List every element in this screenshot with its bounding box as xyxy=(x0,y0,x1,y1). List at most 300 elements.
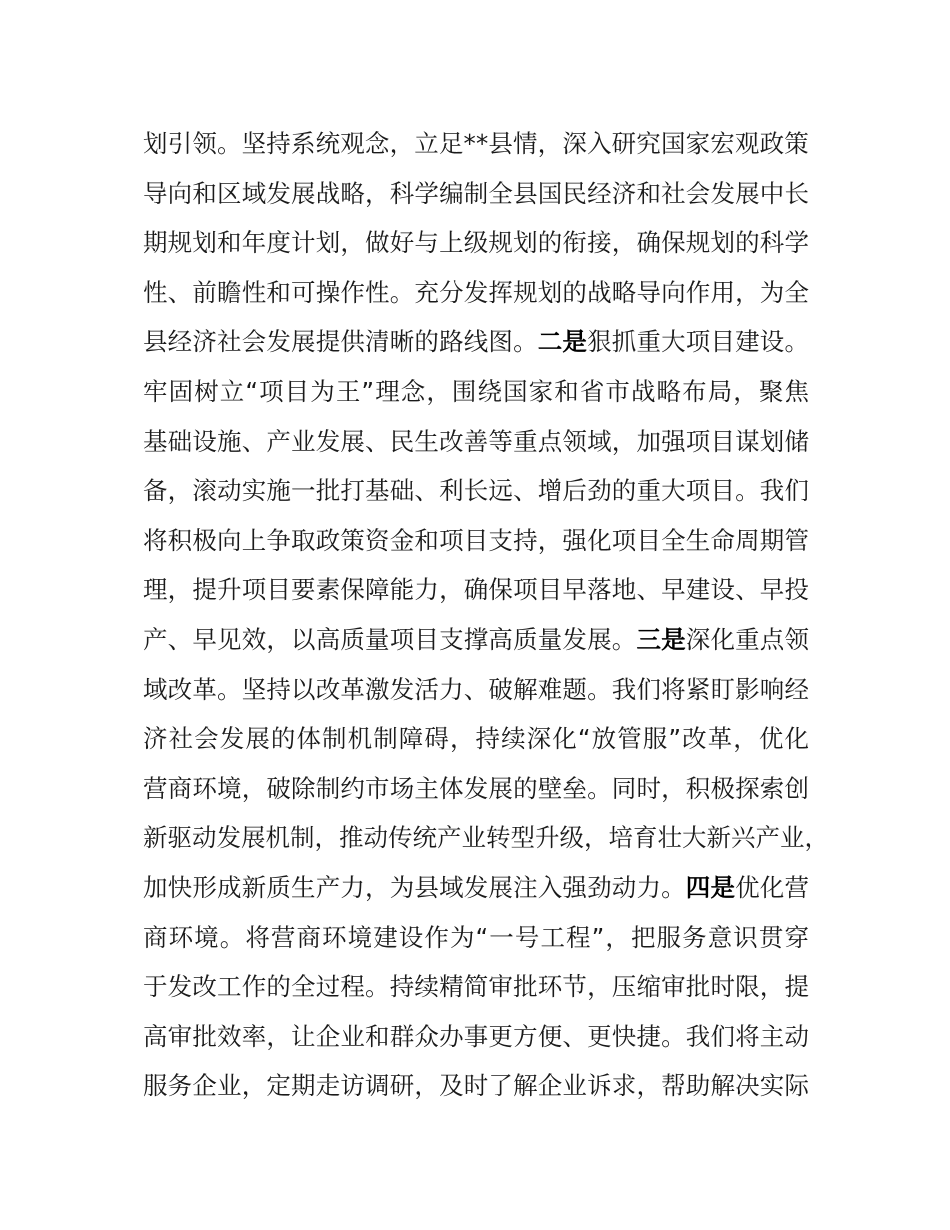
text-char: 压 xyxy=(611,972,637,1002)
text-char: ， xyxy=(167,476,193,506)
text-char: 新 xyxy=(143,823,168,853)
text-char: ， xyxy=(537,129,563,158)
text-char: 和 xyxy=(217,228,242,258)
text-char: 更 xyxy=(587,1021,612,1051)
text-char: 生 xyxy=(414,426,439,456)
text-char: 、 xyxy=(513,476,538,506)
text-char: 会 xyxy=(685,178,711,208)
text-char: 我 xyxy=(759,476,785,506)
text-char: 规 xyxy=(513,277,538,307)
text-char: 节 xyxy=(562,972,587,1002)
text-char: 及 xyxy=(439,1071,464,1101)
text-char: 。 xyxy=(735,476,760,506)
text-char: 经 xyxy=(587,178,612,208)
text-char: 规 xyxy=(685,228,711,258)
text-char: 学 xyxy=(414,178,439,208)
text-char: 质 xyxy=(513,624,538,654)
text-char: 设 xyxy=(759,327,785,357)
text-char: 发 xyxy=(167,972,193,1002)
text-char: 全 xyxy=(661,525,686,555)
text-char: 家 xyxy=(685,129,711,158)
text-char: 长 xyxy=(784,178,809,208)
text-char: 制 xyxy=(290,823,315,853)
text-char: 化 xyxy=(587,525,612,555)
text-char: 性 xyxy=(143,277,168,307)
text-char: 破 xyxy=(488,674,513,704)
text-char: 时 xyxy=(710,972,735,1002)
text-char: 划 xyxy=(759,426,785,456)
text-char: 捷 xyxy=(636,1021,661,1051)
text-char: 。 xyxy=(587,773,612,803)
text-char: ， xyxy=(314,823,339,853)
text-char: 长 xyxy=(463,476,489,506)
text-char: ， xyxy=(449,724,475,754)
text-char: 项 xyxy=(259,376,284,406)
text-char: 实 xyxy=(759,1071,785,1101)
text-char: 环 xyxy=(322,922,347,952)
text-char: 新 xyxy=(241,872,267,902)
text-char: 设 xyxy=(710,575,735,605)
text-char: ， xyxy=(266,1021,291,1051)
text-char: 战 xyxy=(587,277,612,307)
text-char: 家 xyxy=(528,376,554,406)
text-char: 环 xyxy=(168,922,194,952)
text-char: ， xyxy=(389,129,415,158)
text-char: 产 xyxy=(437,823,462,853)
text-char: 和 xyxy=(192,178,217,208)
text-char: 访 xyxy=(340,1071,365,1101)
text-char: ， xyxy=(439,575,464,605)
text-char: 域 xyxy=(143,674,168,704)
text-char: 审 xyxy=(488,972,513,1002)
text-char: 解 xyxy=(513,674,538,704)
text-char: 发 xyxy=(463,773,489,803)
text-char: 除 xyxy=(291,773,316,803)
text-char: ， xyxy=(167,575,193,605)
text-char: 济 xyxy=(143,724,168,754)
text-char: ， xyxy=(266,624,291,654)
text-char: 固 xyxy=(168,376,194,406)
text-char: 驱 xyxy=(167,823,192,853)
text-char: 放 xyxy=(591,724,617,754)
text-char: 量 xyxy=(537,624,563,654)
text-char: 理 xyxy=(143,575,168,605)
text-char: 清 xyxy=(365,327,390,357)
text-char: 划 xyxy=(192,228,217,258)
text-char: 观 xyxy=(734,129,760,158)
text-char: 社 xyxy=(661,178,686,208)
text-char: 营 xyxy=(143,773,168,803)
text-char: 投 xyxy=(784,575,809,605)
text-char: 快 xyxy=(167,872,193,902)
text-char: 向 xyxy=(167,178,193,208)
text-char: 经 xyxy=(167,327,193,357)
text-char: 化 xyxy=(759,872,785,902)
text-char: 为 xyxy=(759,277,785,307)
text-char: 接 xyxy=(587,228,612,258)
bold-heading-char: 是 xyxy=(710,872,735,902)
text-char: 向 xyxy=(661,277,686,307)
text-char: 备 xyxy=(143,476,168,506)
text-char: 的 xyxy=(513,773,538,803)
text-char: ， xyxy=(241,1071,267,1101)
text-char: 县 xyxy=(513,178,538,208)
text-char: 建 xyxy=(685,575,711,605)
text-char: 战 xyxy=(630,376,656,406)
text-char: 效 xyxy=(241,624,267,654)
text-char: 发 xyxy=(266,178,291,208)
text-char: 牢 xyxy=(143,376,168,406)
text-char: 持 xyxy=(513,525,538,555)
text-char: 会 xyxy=(194,724,219,754)
text-char: 素 xyxy=(315,575,341,605)
text-char: 把 xyxy=(630,922,656,952)
text-char: 动 xyxy=(192,823,217,853)
text-char: 主 xyxy=(759,1021,785,1051)
text-char: 劲 xyxy=(587,872,612,902)
text-char: 穿 xyxy=(784,922,809,952)
text-char: 导 xyxy=(143,178,168,208)
paragraph-line xyxy=(143,769,809,819)
text-char: 点 xyxy=(759,624,785,654)
text-char: 企 xyxy=(192,1071,217,1101)
text-char: 们 xyxy=(636,674,661,704)
text-char: 略 xyxy=(340,178,365,208)
text-char: 的 xyxy=(735,228,760,258)
text-char: 国 xyxy=(503,376,528,406)
text-char: 。 xyxy=(661,872,686,902)
text-char: 保 xyxy=(340,575,365,605)
paragraph-line xyxy=(143,868,809,918)
text-char: 、 xyxy=(167,624,193,654)
text-char: 理 xyxy=(375,376,400,406)
text-char: 们 xyxy=(784,476,809,506)
text-char: ， xyxy=(804,823,829,853)
text-char: 革 xyxy=(707,724,733,754)
paragraph-line xyxy=(143,1017,809,1067)
paragraph-line xyxy=(143,570,809,620)
text-char: 同 xyxy=(611,773,637,803)
text-char: 走 xyxy=(315,1071,341,1101)
paragraph-line xyxy=(143,471,809,521)
text-char: 程 xyxy=(566,922,591,952)
text-char: 升 xyxy=(535,823,560,853)
text-char: 发 xyxy=(266,327,291,357)
text-char: 取 xyxy=(291,525,316,555)
text-char: 程 xyxy=(340,972,365,1002)
text-char: 改 xyxy=(192,972,217,1002)
text-char: 改 xyxy=(315,674,341,704)
text-char: 学 xyxy=(784,228,809,258)
text-char: 储 xyxy=(784,426,809,456)
text-char: 重 xyxy=(636,476,661,506)
text-char: 为 xyxy=(310,376,335,406)
text-char: 域 xyxy=(587,426,612,456)
text-char: 深 xyxy=(526,724,552,754)
text-char: 动 xyxy=(363,823,388,853)
text-char: 挥 xyxy=(488,277,513,307)
text-char: 生 xyxy=(685,525,711,555)
text-char: 可 xyxy=(291,277,316,307)
paragraph-line xyxy=(143,422,809,472)
text-char: 作 xyxy=(340,277,365,307)
text-char: 作 xyxy=(241,972,267,1002)
text-char: 意 xyxy=(707,922,733,952)
text-char: 重 xyxy=(735,624,760,654)
text-char: ， xyxy=(365,178,390,208)
text-char: 展 xyxy=(291,327,316,357)
text-char: 中 xyxy=(759,178,785,208)
text-char: 境 xyxy=(217,773,242,803)
text-char: 力 xyxy=(340,872,365,902)
text-char: 大 xyxy=(661,476,686,506)
text-char: 垒 xyxy=(562,773,587,803)
text-char: 境 xyxy=(194,922,219,952)
text-char: 极 xyxy=(192,525,217,555)
text-char: 群 xyxy=(389,1021,415,1051)
text-char: 发 xyxy=(219,724,245,754)
text-char: 目 xyxy=(537,575,563,605)
text-char: 充 xyxy=(414,277,439,307)
text-char: 服 xyxy=(143,1071,168,1101)
text-char: 要 xyxy=(291,575,316,605)
text-char: * xyxy=(463,129,476,158)
text-char: 度 xyxy=(266,228,291,258)
paragraph-line xyxy=(143,223,809,273)
text-char: 发 xyxy=(315,426,341,456)
text-char: 的 xyxy=(266,972,291,1002)
text-char: 了 xyxy=(488,1071,513,1101)
text-char: 重 xyxy=(513,426,538,456)
text-char: 县 xyxy=(414,872,439,902)
text-char: 期 xyxy=(759,525,785,555)
text-char: 衔 xyxy=(562,228,587,258)
text-char: 工 xyxy=(217,972,242,1002)
text-char: 撑 xyxy=(463,624,489,654)
text-char: ， xyxy=(340,228,365,258)
text-char: 和 xyxy=(414,525,439,555)
text-char: 市 xyxy=(365,773,390,803)
text-char: 济 xyxy=(611,178,637,208)
text-char: 大 xyxy=(661,327,686,357)
text-char: 以 xyxy=(291,674,316,704)
text-char: 力 xyxy=(636,872,661,902)
text-char: 坚 xyxy=(241,674,267,704)
text-char: 线 xyxy=(463,327,489,357)
text-char: 基 xyxy=(365,476,390,506)
text-char: 壁 xyxy=(537,773,563,803)
text-char: 早 xyxy=(192,624,217,654)
text-char: 高 xyxy=(315,624,341,654)
text-char: 产 xyxy=(143,624,168,654)
text-char: 劲 xyxy=(587,476,612,506)
text-char: 布 xyxy=(682,376,707,406)
text-char: 、 xyxy=(241,426,267,456)
text-char: ， xyxy=(661,773,686,803)
text-char: 。 xyxy=(587,674,612,704)
text-char: 目 xyxy=(710,327,735,357)
text-char: 更 xyxy=(488,1021,513,1051)
text-char: 化 xyxy=(710,624,735,654)
text-char: 、 xyxy=(167,277,193,307)
text-char: 盯 xyxy=(710,674,735,704)
text-char: 级 xyxy=(463,228,489,258)
text-char: 力 xyxy=(414,575,439,605)
text-char: 主 xyxy=(414,773,439,803)
text-char: 方 xyxy=(513,1021,538,1051)
text-char: 会 xyxy=(241,327,267,357)
text-char: 高 xyxy=(488,624,513,654)
text-char: 我 xyxy=(611,674,637,704)
text-char: 和 xyxy=(554,376,579,406)
text-char: 提 xyxy=(315,327,341,357)
text-char: 展 xyxy=(735,178,760,208)
text-char: 图 xyxy=(488,327,513,357)
text-char: ， xyxy=(587,972,612,1002)
text-char: 深 xyxy=(685,624,711,654)
text-char: 级 xyxy=(559,823,584,853)
text-char: 升 xyxy=(217,575,242,605)
text-char: 统 xyxy=(315,129,341,158)
text-char: 点 xyxy=(537,426,563,456)
document-page xyxy=(143,124,829,1116)
text-char: 事 xyxy=(463,1021,489,1051)
text-char: 体 xyxy=(296,724,321,754)
text-char: 域 xyxy=(439,872,464,902)
text-char: 瞻 xyxy=(217,277,242,307)
bold-heading-char: 是 xyxy=(661,624,686,654)
text-char: 操 xyxy=(315,277,341,307)
text-char: 审 xyxy=(167,1021,193,1051)
text-char: 项 xyxy=(685,327,711,357)
text-char: 我 xyxy=(685,1021,711,1051)
text-char: 为 xyxy=(449,922,475,952)
text-char: 项 xyxy=(389,624,415,654)
text-char: 。 xyxy=(611,624,637,654)
text-char: 加 xyxy=(143,872,168,902)
text-char: 前 xyxy=(192,277,217,307)
text-char: ， xyxy=(537,525,563,555)
text-char: 做 xyxy=(365,228,390,258)
text-char: 坚 xyxy=(241,129,267,158)
text-char: 项 xyxy=(611,525,637,555)
text-char: 市 xyxy=(605,376,630,406)
text-char: 域 xyxy=(241,178,267,208)
text-char: 编 xyxy=(439,178,464,208)
text-char: 县 xyxy=(143,327,168,357)
text-char: 、 xyxy=(414,476,439,506)
text-char: 新 xyxy=(706,823,731,853)
text-char: ， xyxy=(584,823,609,853)
text-char: 营 xyxy=(784,872,809,902)
text-char: ， xyxy=(733,724,758,754)
text-char: 民 xyxy=(389,426,415,456)
text-char: 基 xyxy=(143,426,168,456)
text-char: 于 xyxy=(143,972,168,1002)
text-char: 型 xyxy=(510,823,535,853)
text-char: 社 xyxy=(217,327,242,357)
text-char: 解 xyxy=(513,1071,538,1101)
text-char: 设 xyxy=(192,426,217,456)
text-char: 大 xyxy=(682,823,707,853)
text-char: 业 xyxy=(562,1071,587,1101)
paragraph-line xyxy=(143,521,809,571)
text-char: 略 xyxy=(656,376,682,406)
text-char: 帮 xyxy=(661,1071,686,1101)
text-char: 积 xyxy=(167,525,193,555)
text-char: 效 xyxy=(217,1021,242,1051)
text-char: 提 xyxy=(784,972,809,1002)
text-char: 调 xyxy=(365,1071,390,1101)
text-char: 将 xyxy=(143,525,168,555)
text-char: 识 xyxy=(733,922,758,952)
text-char: 战 xyxy=(315,178,341,208)
text-char: 将 xyxy=(245,922,270,952)
text-char: 服 xyxy=(642,724,668,754)
text-char: 保 xyxy=(661,228,686,258)
text-char: 制 xyxy=(373,724,398,754)
text-char: 围 xyxy=(451,376,477,406)
text-char: 划 xyxy=(315,228,341,258)
text-char: 制 xyxy=(463,178,489,208)
text-char: 。 xyxy=(389,277,415,307)
text-char: 目 xyxy=(710,426,735,456)
text-char: 改 xyxy=(439,426,464,456)
text-char: 立 xyxy=(219,376,245,406)
text-char: 活 xyxy=(414,674,439,704)
text-char: 业 xyxy=(217,1071,242,1101)
text-char: 项 xyxy=(439,525,464,555)
text-char: 划 xyxy=(513,228,538,258)
text-char: ， xyxy=(735,277,760,307)
text-char: 化 xyxy=(784,724,809,754)
text-char: 营 xyxy=(270,922,296,952)
text-char: 性 xyxy=(241,277,267,307)
text-char: 局 xyxy=(707,376,733,406)
text-char: 率 xyxy=(241,1021,267,1051)
text-char: 生 xyxy=(291,872,316,902)
text-char: ， xyxy=(611,228,637,258)
text-char: 持 xyxy=(266,674,291,704)
text-char: 化 xyxy=(552,724,577,754)
text-char: 绕 xyxy=(477,376,502,406)
text-char: 力 xyxy=(439,674,464,704)
text-char: 观 xyxy=(340,129,365,158)
text-char: ， xyxy=(611,426,637,456)
text-char: 质 xyxy=(340,624,365,654)
text-char: 路 xyxy=(439,327,464,357)
text-char: 用 xyxy=(710,277,735,307)
bold-heading-char: 二 xyxy=(537,327,563,357)
paragraph-line xyxy=(143,719,809,769)
text-char: 发 xyxy=(562,624,587,654)
text-char: 服 xyxy=(656,922,682,952)
text-char: 批 xyxy=(685,972,711,1002)
text-char: 。 xyxy=(784,327,809,357)
bold-heading-char: 是 xyxy=(562,327,587,357)
text-char: 际 xyxy=(784,1071,809,1101)
text-char: “ xyxy=(475,922,489,952)
text-char: 展 xyxy=(340,426,365,456)
text-char: 强 xyxy=(661,426,686,456)
text-char: ， xyxy=(365,872,390,902)
text-char: 业 xyxy=(461,823,486,853)
text-char: 期 xyxy=(143,228,168,258)
text-char: 解 xyxy=(710,1071,735,1101)
text-char: 的 xyxy=(414,327,439,357)
text-char: 领 xyxy=(192,129,217,158)
text-char: 号 xyxy=(514,922,540,952)
